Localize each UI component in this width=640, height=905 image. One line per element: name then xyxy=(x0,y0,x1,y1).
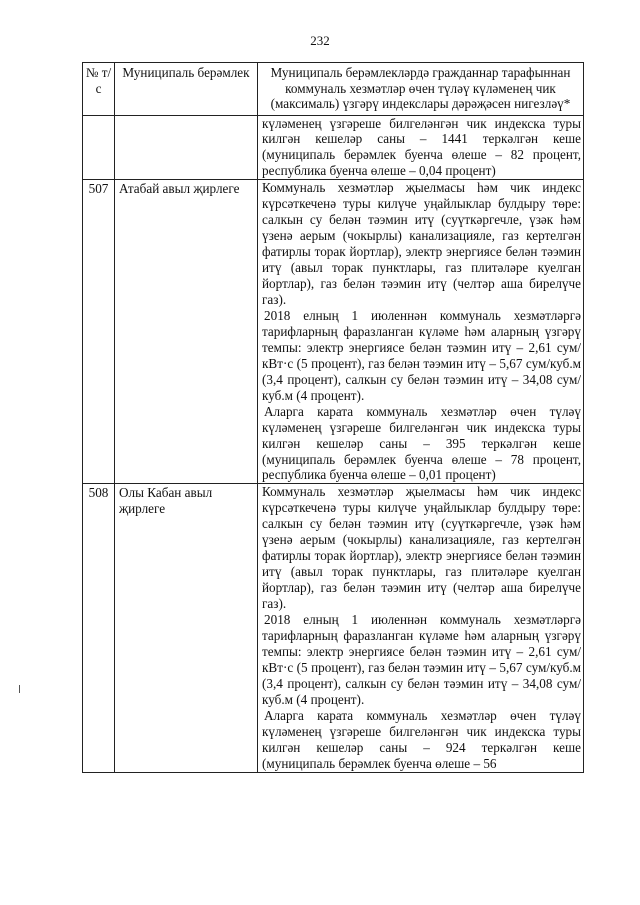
description-paragraph: Коммуналь хезмәтләр җыелмасы һәм чик индекс күрсәткеченә туры килүче уңайлыклар булдыру төре: салкын су белән тәэмин итү (суүткәргечле, үзәк һәм үзенә аерым (чокырлы) канализацияле, газ кертелгән фатирлы торак йортлар), электр энергиясе белән тәэмин итү (авыл торак пунктлары, газ плитәләре куелган йортлар), газ белән тәэмин итү (челтәр аша бирелүче газ). xyxy=(262,484,581,612)
description-paragraph: күләменең үзгәреше билгеләнгән чик индекска туры килгән кешеләр саны – 1441 теркәлгән кеше (муниципаль берәмлек буенча өлеше – 82 процент, республика буенча өлеше – 0,04 процент) xyxy=(262,115,581,179)
page-number: 232 xyxy=(310,33,330,48)
table-row xyxy=(83,484,584,772)
row-municipality xyxy=(115,115,258,180)
table-header xyxy=(83,63,584,116)
row-number: 507 xyxy=(83,180,115,484)
table-row xyxy=(83,115,584,180)
header-municipality: Муниципаль берәмлек xyxy=(115,63,258,116)
header-description: Муниципаль берәмлекләрдә гражданнар тарафыннан коммуналь хезмәтләр өчен түләү күләменең чик (максималь) үзгәрү индекслары дәрәҗәсен нигезләү* xyxy=(258,63,584,116)
row-number xyxy=(83,115,115,180)
row-description xyxy=(258,484,584,772)
description-paragraph: Аларга карата коммуналь хезмәтләр өчен түләү күләменең үзгәреше билгеләнгән чик индекска туры килгән кешеләр саны – 395 теркәлгән кеше (муниципаль берәмлек буенча өлеше – 78 процент, республика буенча өлеше – 0,01 процент) xyxy=(262,403,581,483)
description-paragraph: Коммуналь хезмәтләр җыелмасы һәм чик индекс күрсәткеченә туры килүче уңайлыклар булдыру төре: салкын су белән тәэмин итү (суүткәргечле, үзәк һәм үзенә аерым (чокырлы) канализацияле, газ кертелгән фатирлы торак йортлар), электр энергиясе белән тәэмин итү (авыл торак пунктлары, газ плитәләре куелган йортлар), газ белән тәэмин итү (челтәр аша бирелүче газ). xyxy=(262,180,581,307)
description-paragraph: 2018 елның 1 июленнән коммуналь хезмәтләргә тарифларның фаразланган күләме һәм аларның үзгәрү темпы: электр энергиясе белән тәэмин итү – 2,61 сум/кВт·с (5 процент), газ белән тәэмин итү – 5,67 сум/куб.м (3,4 процент), салкын су белән тәэмин итү – 34,08 сум/куб.м (4 процент). xyxy=(262,612,581,707)
margin-mark xyxy=(19,685,20,693)
table-row xyxy=(83,180,584,484)
description-paragraph: 2018 елның 1 июленнән коммуналь хезмәтләргә тарифларның фаразланган күләме һәм аларның үзгәрү темпы: электр энергиясе белән тәэмин итү – 2,61 сум/кВт·с (5 процент), газ белән тәэмин итү – 5,67 сум/куб.м (3,4 процент), салкын су белән тәэмин итү – 34,08 сум/куб.м (4 процент). xyxy=(262,307,581,403)
row-description xyxy=(258,180,584,484)
indices-table xyxy=(82,62,584,773)
row-number: 508 xyxy=(83,484,115,772)
row-municipality: Олы Кабан авыл җирлеге xyxy=(115,484,258,772)
header-num: № т/с xyxy=(83,63,115,116)
description-paragraph: Аларга карата коммуналь хезмәтләр өчен түләү күләменең үзгәреше билгеләнгән чик индекска туры килгән кешеләр саны – 924 теркәлгән кеше (муниципаль берәмлек буенча өлеше – 56 xyxy=(262,707,581,771)
row-description xyxy=(258,115,584,180)
row-municipality: Атабай авыл җирлеге xyxy=(115,180,258,484)
